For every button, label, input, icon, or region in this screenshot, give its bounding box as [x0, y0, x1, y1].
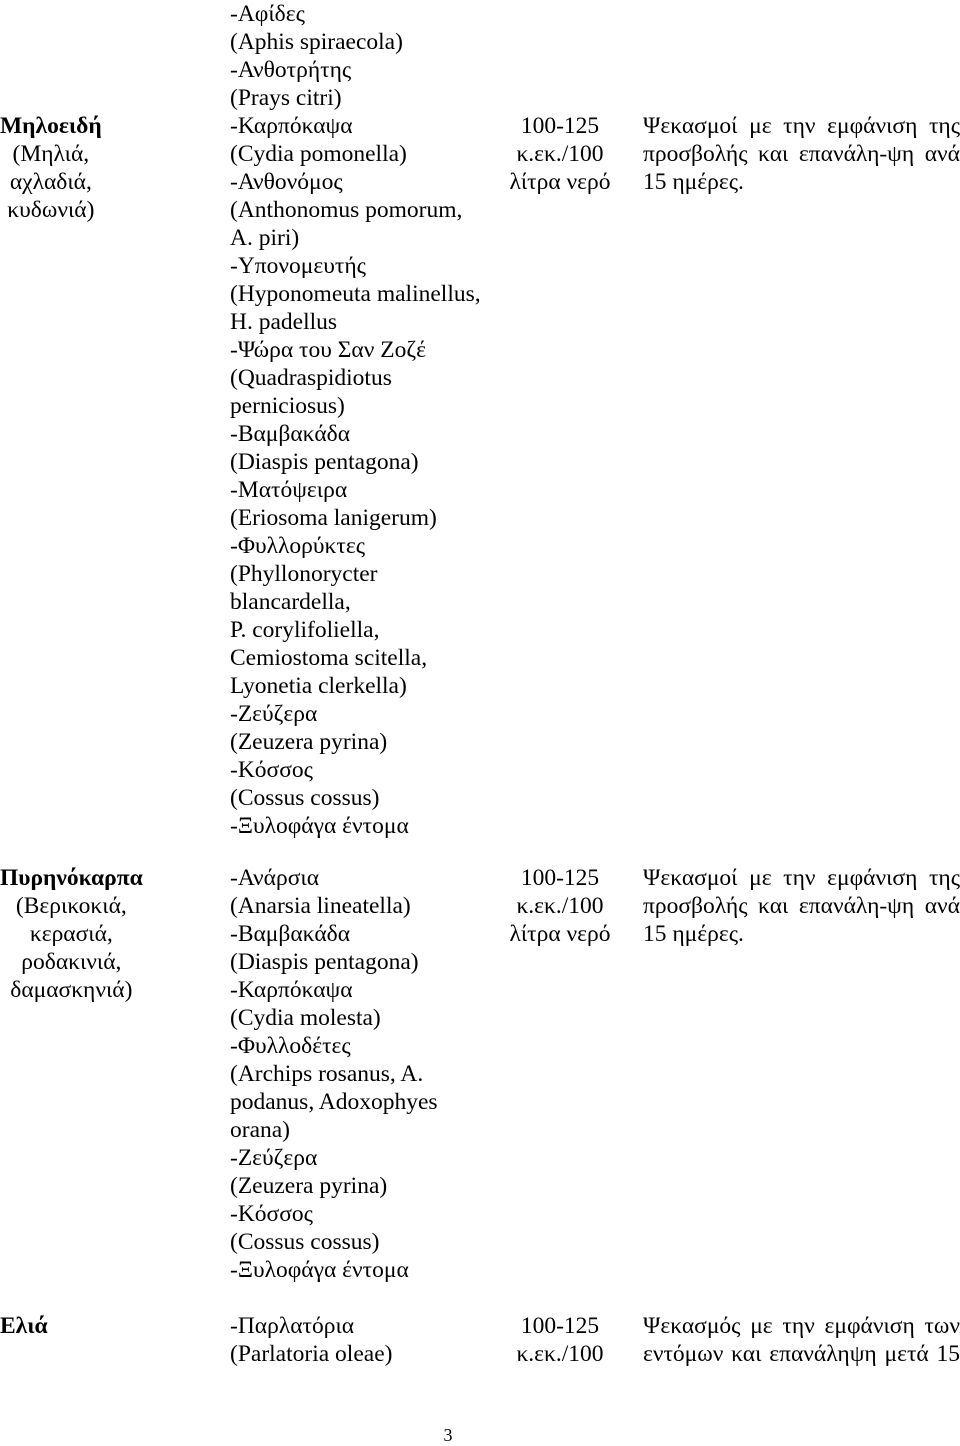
crop-detail-line: ροδακινιά, — [21, 949, 122, 975]
application-line: προσβολής και επανάλη-ψη ανά — [643, 893, 960, 919]
crop-detail-line: κερασιά, — [29, 921, 113, 947]
pest-line: -Ξυλοφάγα έντομα — [230, 813, 409, 839]
dose-line: κ.εκ./100 — [516, 141, 604, 167]
pest-line: -Ψώρα του Σαν Ζοζέ — [230, 337, 426, 363]
pest-line: (Zeuzera pyrina) — [230, 729, 388, 755]
crop-detail-line: (Βερικοκιά, — [15, 893, 127, 919]
pest-line: -Καρπόκαψα — [230, 977, 353, 1003]
pest-line: -Ζεύζερα — [230, 701, 318, 727]
dose-line: λίτρα νερό — [509, 921, 611, 947]
crop-name: Μηλοειδή — [0, 113, 102, 139]
crop-cell — [0, 1312, 48, 1340]
pest-line: -Ανθονόμος — [230, 169, 343, 195]
application-line: Ψεκασμός με την εμφάνιση των — [643, 1313, 960, 1339]
pest-line: (Aphis spiraecola) — [230, 29, 403, 55]
pest-line: -Αφίδες — [230, 1, 305, 27]
pest-line: (Quadraspidiotus — [230, 365, 392, 391]
dose-line: λίτρα νερό — [509, 169, 611, 195]
pest-line: -Βαμβακάδα — [230, 921, 351, 947]
crop-name: Πυρηνόκαρπα — [0, 865, 143, 891]
crop-detail-line: (Μηλιά, — [12, 141, 90, 167]
crop-detail-line: κυδωνιά) — [7, 197, 95, 223]
pest-line: -Παρλατόρια — [230, 1313, 355, 1339]
dose-line: 100-125 — [520, 865, 600, 891]
application-line: προσβολής και επανάλη-ψη ανά — [643, 141, 960, 167]
dose-line: κ.εκ./100 — [516, 1341, 604, 1367]
pest-line: (Prays citri) — [230, 85, 342, 111]
application-line: Ψεκασμοί με την εμφάνιση της — [643, 113, 960, 139]
application-line: 15 ημέρες. — [643, 921, 744, 947]
pest-line: (Diaspis pentagona) — [230, 949, 419, 975]
pest-line: -Ματόψειρα — [230, 477, 348, 503]
pest-line: (Cydia pomonella) — [230, 141, 407, 167]
pest-line: -Φυλλορύκτες — [230, 533, 365, 559]
application-cell — [643, 1312, 960, 1368]
pest-line: perniciosus) — [230, 393, 345, 419]
pest-line: -Κόσσος — [230, 1201, 313, 1227]
dose-cell — [490, 112, 630, 196]
pest-line: (Anarsia lineatella) — [230, 893, 411, 919]
pest-line: H. padellus — [230, 309, 338, 335]
pest-line: Cemiostoma scitella, — [230, 645, 428, 671]
pest-line: (Phyllonorycter — [230, 561, 378, 587]
application-line: εντόμων και επανάληψη μετά 15 — [643, 1341, 960, 1367]
dose-line: κ.εκ./100 — [516, 893, 604, 919]
crop-detail-line: αχλαδιά, — [9, 169, 92, 195]
pest-line: (Parlatoria oleae) — [230, 1341, 393, 1367]
application-line: Ψεκασμοί με την εμφάνιση της — [643, 865, 960, 891]
crop-detail-line: δαμασκηνιά) — [10, 977, 133, 1003]
pest-line: -Φυλλοδέτες — [230, 1033, 351, 1059]
pests-cell — [230, 1312, 488, 1368]
pest-line: (Archips rosanus, A. — [230, 1061, 424, 1087]
pest-line: Lyonetia clerkella) — [230, 673, 407, 699]
pest-line: P. corylifoliella, — [230, 617, 380, 643]
pest-line: -Βαμβακάδα — [230, 421, 351, 447]
pest-line: (Cydia molesta) — [230, 1005, 381, 1031]
page-number: 3 — [443, 1425, 453, 1445]
pest-line: blancardella, — [230, 589, 351, 615]
pest-line: -Ξυλοφάγα έντομα — [230, 1257, 409, 1283]
pest-line: -Ζεύζερα — [230, 1145, 318, 1171]
pest-line: (Diaspis pentagona) — [230, 449, 419, 475]
dose-cell — [490, 1312, 630, 1368]
pest-line: (Cossus cossus) — [230, 1229, 380, 1255]
dose-cell — [490, 864, 630, 948]
pest-line: -Ανάρσια — [230, 865, 320, 891]
pest-line: (Cossus cossus) — [230, 785, 380, 811]
pest-line: -Καρπόκαψα — [230, 113, 353, 139]
application-cell — [643, 112, 960, 196]
pest-line: orana) — [230, 1117, 291, 1143]
crop-name: Ελιά — [0, 1313, 48, 1339]
application-line: 15 ημέρες. — [643, 169, 744, 195]
application-cell — [643, 864, 960, 948]
pests-cell — [230, 864, 488, 1284]
pest-line: (Eriosoma lanigerum) — [230, 505, 437, 531]
pests-cell — [230, 0, 488, 840]
pest-line: A. piri) — [230, 225, 300, 251]
pest-line: -Ανθοτρήτης — [230, 57, 352, 83]
dose-line: 100-125 — [520, 1313, 600, 1339]
pest-line: (Hyponomeuta malinellus, — [230, 281, 481, 307]
pest-line: -Κόσσος — [230, 757, 313, 783]
pest-line: podanus, Adoxophyes — [230, 1089, 438, 1115]
pest-line: -Υπονομευτής — [230, 253, 366, 279]
pest-line: (Anthonomus pomorum, — [230, 197, 463, 223]
crop-cell — [0, 112, 102, 224]
dose-line: 100-125 — [520, 113, 600, 139]
crop-cell — [0, 864, 143, 1004]
pest-line: (Zeuzera pyrina) — [230, 1173, 388, 1199]
